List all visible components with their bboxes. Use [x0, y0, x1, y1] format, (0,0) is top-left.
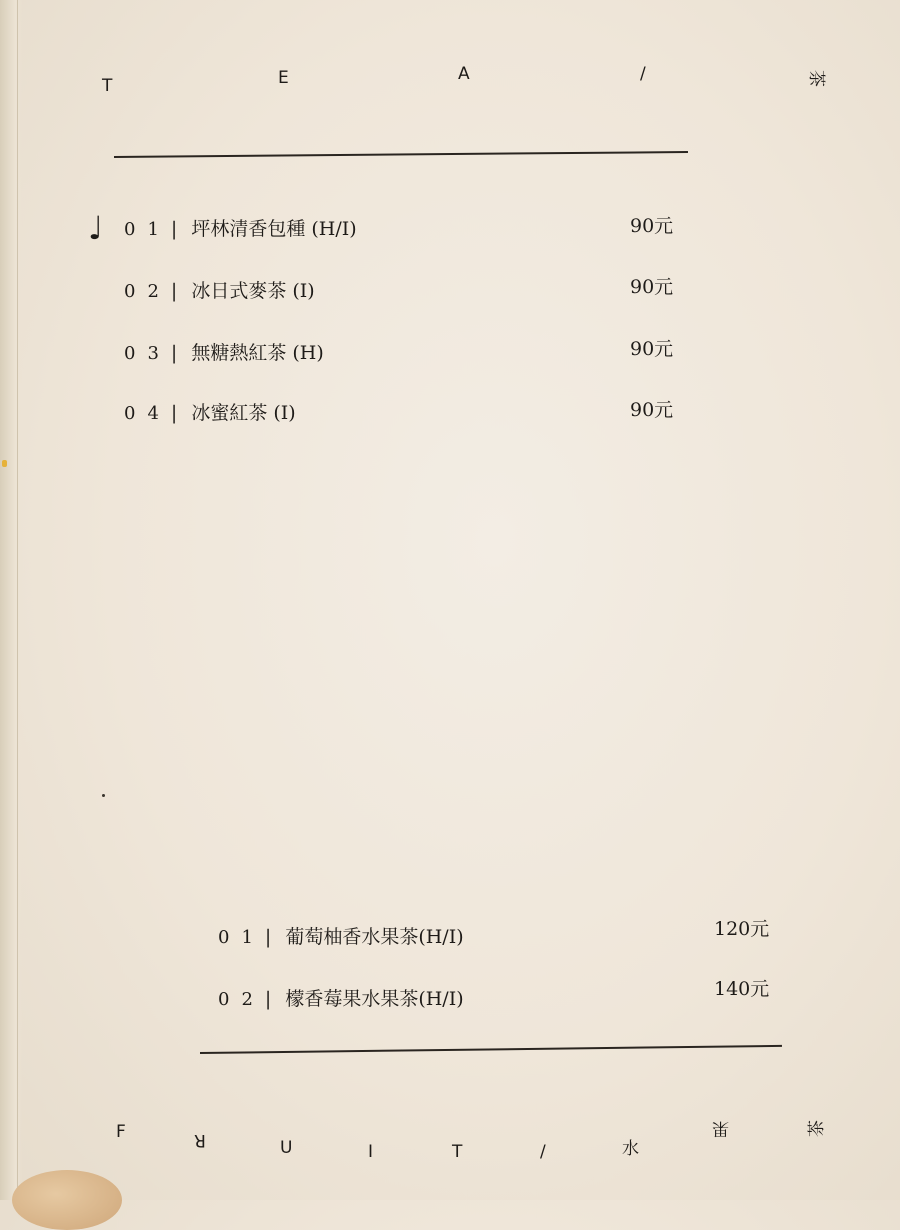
menu-item-price: 120元: [714, 918, 770, 940]
tea-heading-letter: A: [458, 64, 470, 84]
menu-item-price: 140元: [714, 978, 770, 1000]
menu-item-number: 02: [218, 989, 265, 1010]
menu-item-number: 01: [124, 219, 171, 240]
fruit-heading-letter: /: [540, 1142, 546, 1162]
menu-item-row: [124, 214, 357, 241]
menu-item-separator: |: [170, 342, 178, 364]
fruit-heading-letter: T: [452, 1142, 463, 1162]
menu-item-price: 90元: [630, 338, 674, 360]
tea-heading-rule: [114, 151, 688, 158]
menu-item-name: 檬香莓果水果茶(H/I): [285, 988, 464, 1010]
thumb-in-frame: [12, 1170, 122, 1230]
menu-item-name: 坪林清香包種 (H/I): [191, 218, 357, 240]
tea-heading-letter: /: [640, 64, 646, 84]
fruit-heading-letter: R: [194, 1130, 206, 1150]
tea-heading-letter: E: [278, 68, 289, 88]
paper-mark: [2, 460, 7, 467]
menu-item-number: 01: [218, 927, 265, 948]
fruit-heading-letter: 水: [622, 1139, 639, 1159]
menu-item-separator: |: [264, 926, 272, 948]
menu-item-name: 無糖熱紅茶 (H): [191, 342, 324, 364]
page-edge-shadow: [0, 0, 22, 1200]
menu-item-price: 90元: [630, 399, 674, 421]
menu-item-separator: |: [170, 280, 178, 302]
menu-item-separator: |: [170, 218, 178, 240]
menu-item-separator: |: [264, 988, 272, 1010]
fruit-heading-letter: U: [280, 1138, 293, 1158]
fruit-heading-letter: 茶: [807, 1120, 827, 1137]
menu-item-row: [124, 398, 296, 425]
menu-item-number: 02: [124, 281, 171, 302]
menu-item-row: [124, 276, 315, 303]
menu-item-name: 冰蜜紅茶 (I): [191, 402, 296, 424]
tea-heading-letter: 茶: [806, 70, 826, 87]
fruit-heading-letter: I: [368, 1142, 374, 1162]
tea-heading-letter: T: [102, 76, 113, 96]
menu-item-row: [218, 984, 464, 1011]
fruit-heading-letter: F: [116, 1122, 126, 1142]
paper-speck: [102, 794, 105, 797]
menu-item-row: [124, 338, 324, 365]
music-note-icon: ♩: [88, 209, 104, 247]
menu-item-separator: |: [170, 402, 178, 424]
fruit-heading-letter: 果: [712, 1118, 729, 1138]
fruit-heading-rule: [200, 1045, 782, 1054]
menu-item-name: 葡萄柚香水果茶(H/I): [285, 926, 464, 948]
menu-item-price: 90元: [630, 276, 674, 298]
menu-item-number: 03: [124, 343, 171, 364]
menu-item-row: [218, 922, 464, 949]
menu-item-price: 90元: [630, 215, 674, 237]
menu-item-name: 冰日式麥茶 (I): [191, 280, 315, 302]
menu-item-number: 04: [124, 403, 171, 424]
page-edge-line: [17, 0, 18, 1200]
